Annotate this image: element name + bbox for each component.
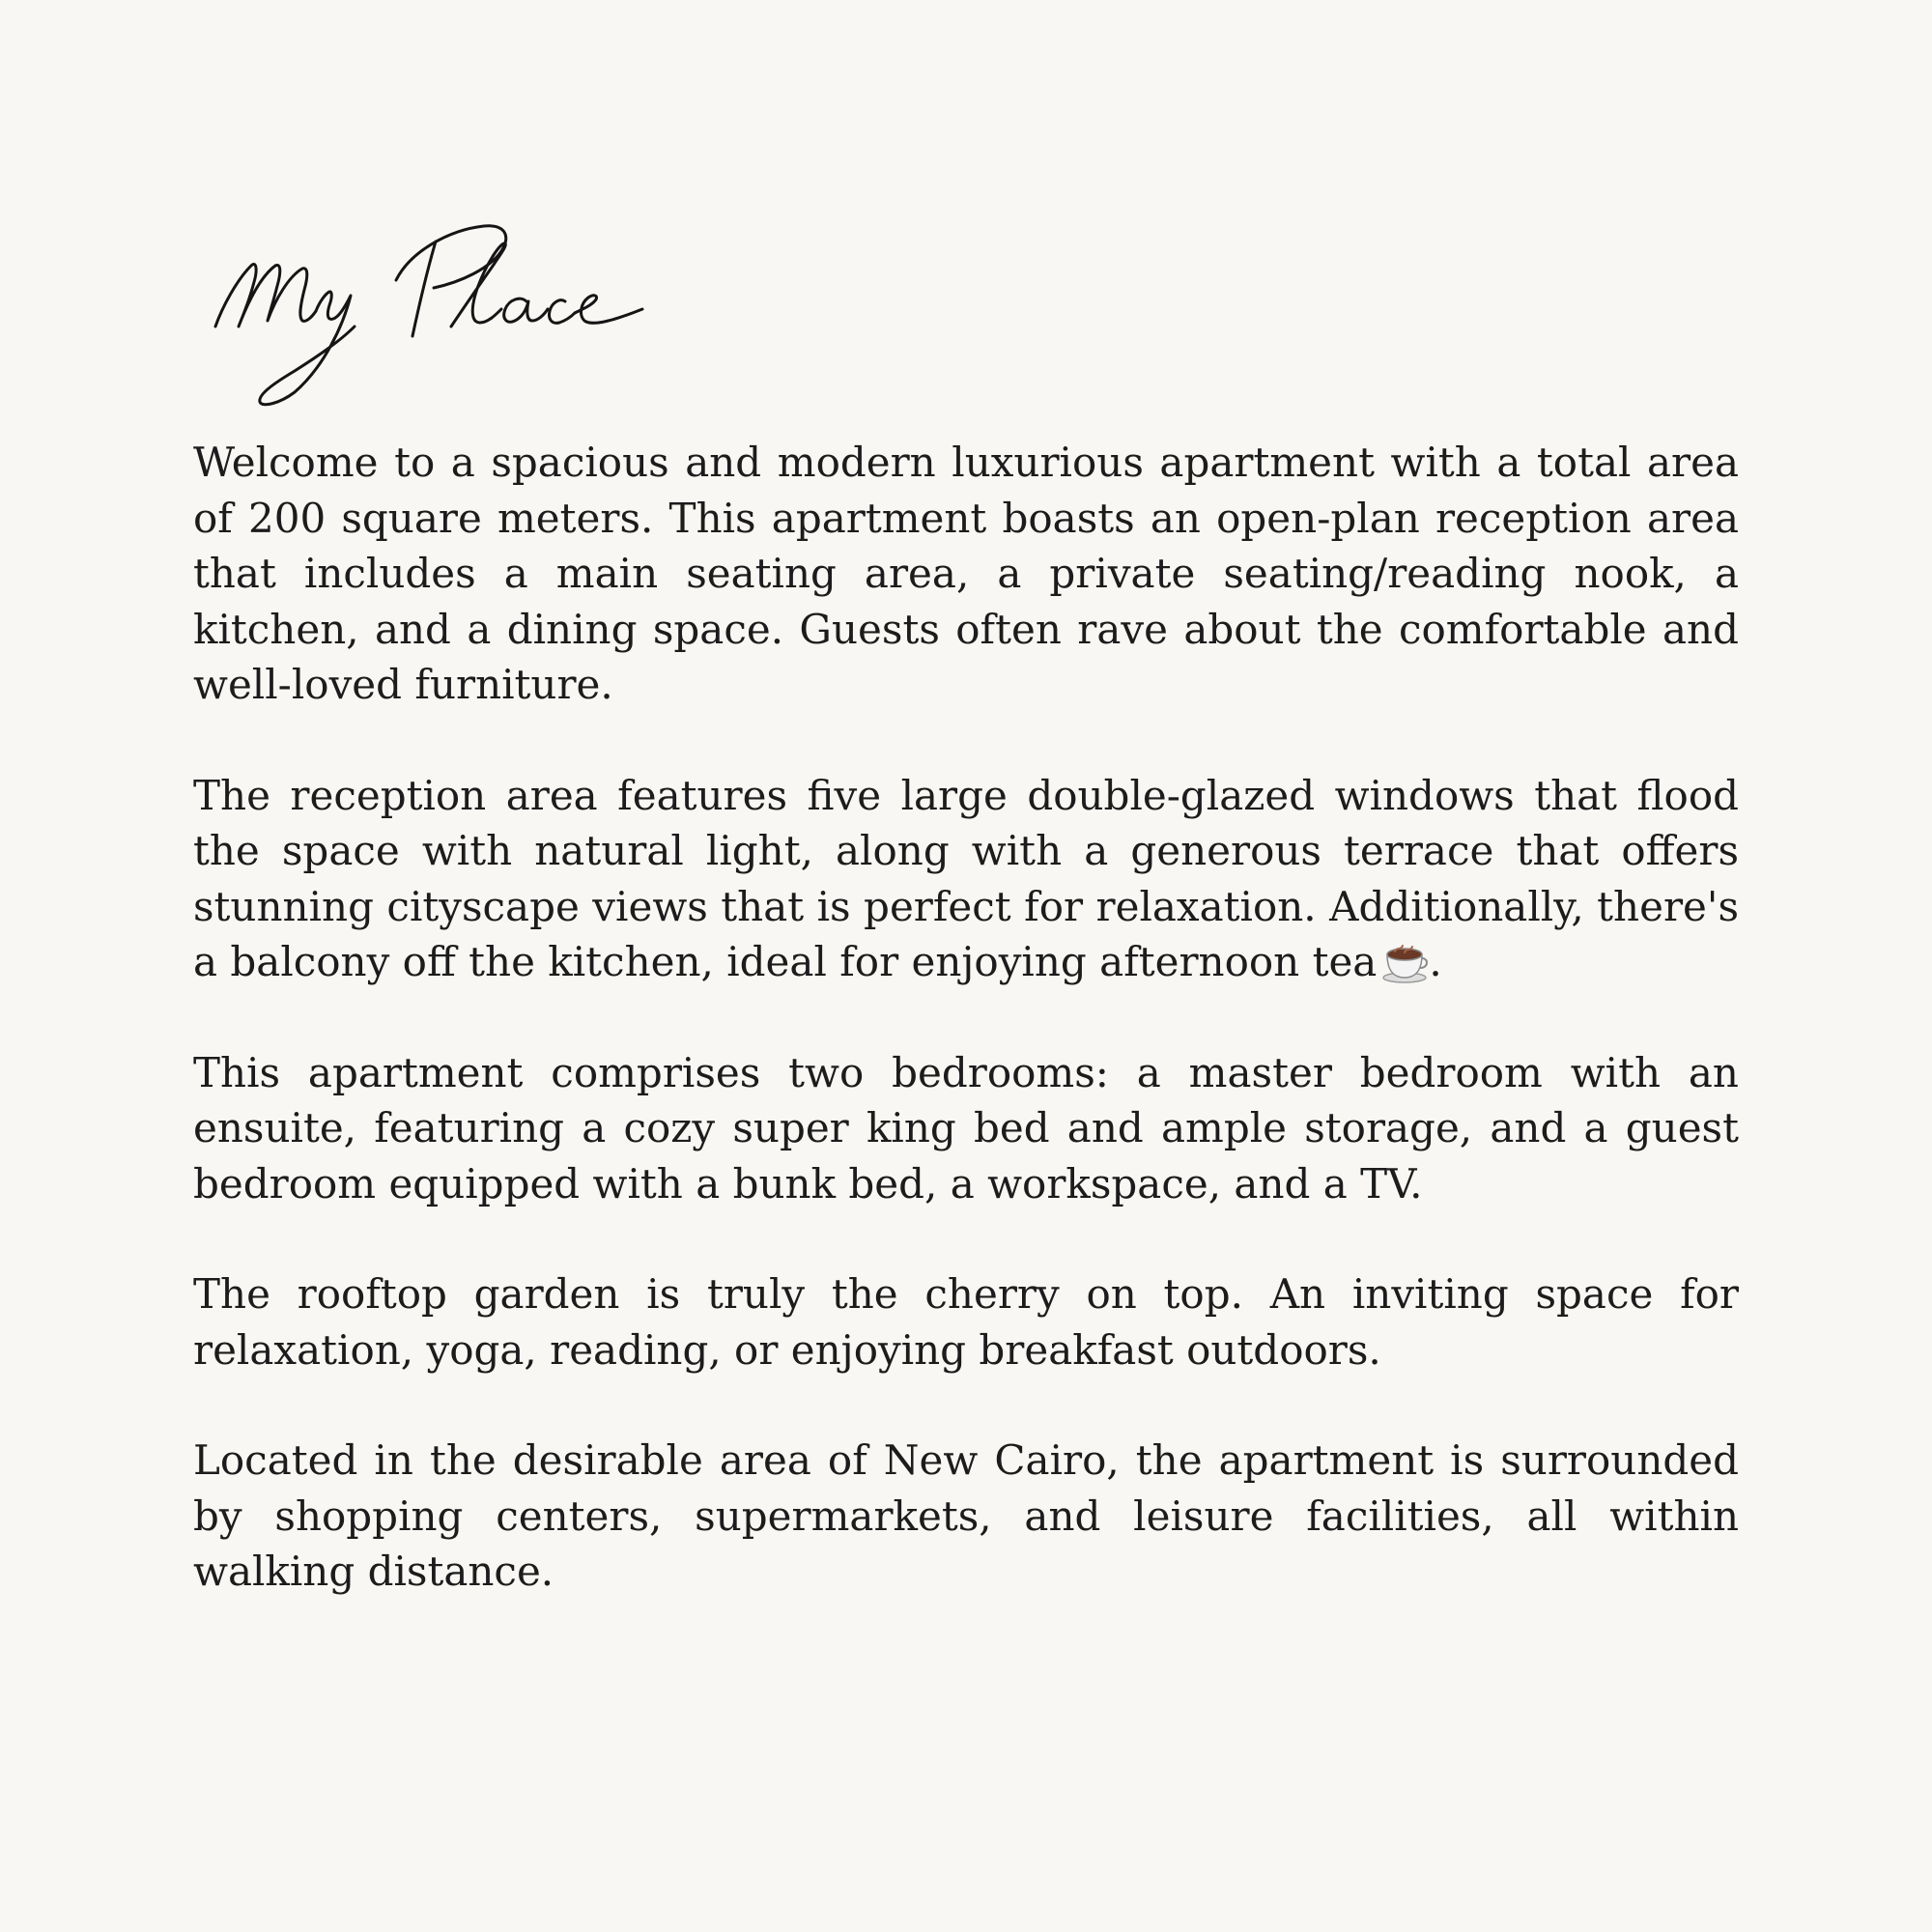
paragraph-rooftop: The rooftop garden is truly the cherry on top. An inviting space for relaxation, yoga, reading, or enjoying breakfast outdoors. bbox=[193, 1270, 1739, 1374]
paragraph-reception bbox=[193, 768, 1739, 990]
paragraph-overview: Welcome to a spacious and modern luxurious apartment with a total area of 200 square meters. This apartment boasts an open-plan reception area that includes a main seating area, a private seating/reading nook, a kitchen, and a dining space. Guests often rave about the comfortable and well-loved furniture. bbox=[193, 439, 1739, 708]
paragraph-reception-end: . bbox=[1429, 938, 1442, 985]
hot-beverage-icon bbox=[1380, 939, 1429, 983]
description-body bbox=[193, 435, 1739, 1655]
paragraph-reception-text: The reception area features five large double-glazed windows that flood the space with natural light, along with a generous terrace that offers stunning cityscape views that is perfect for relaxation. Additionally, there's a balcony off the kitchen, ideal for enjoying afternoon tea bbox=[193, 771, 1739, 985]
paragraph-location: Located in the desirable area of New Cairo, the apartment is surrounded by shopping centers, supermarkets, and leisure facilities, all within walking distance. bbox=[193, 1436, 1739, 1595]
paragraph-bedrooms: This apartment comprises two bedrooms: a master bedroom with an ensuite, featuring a cozy super king bed and ample storage, and a guest bedroom equipped with a bunk bed, a workspace, and a TV. bbox=[193, 1048, 1739, 1208]
title-script-lettering bbox=[198, 213, 681, 415]
page-title bbox=[198, 213, 681, 415]
